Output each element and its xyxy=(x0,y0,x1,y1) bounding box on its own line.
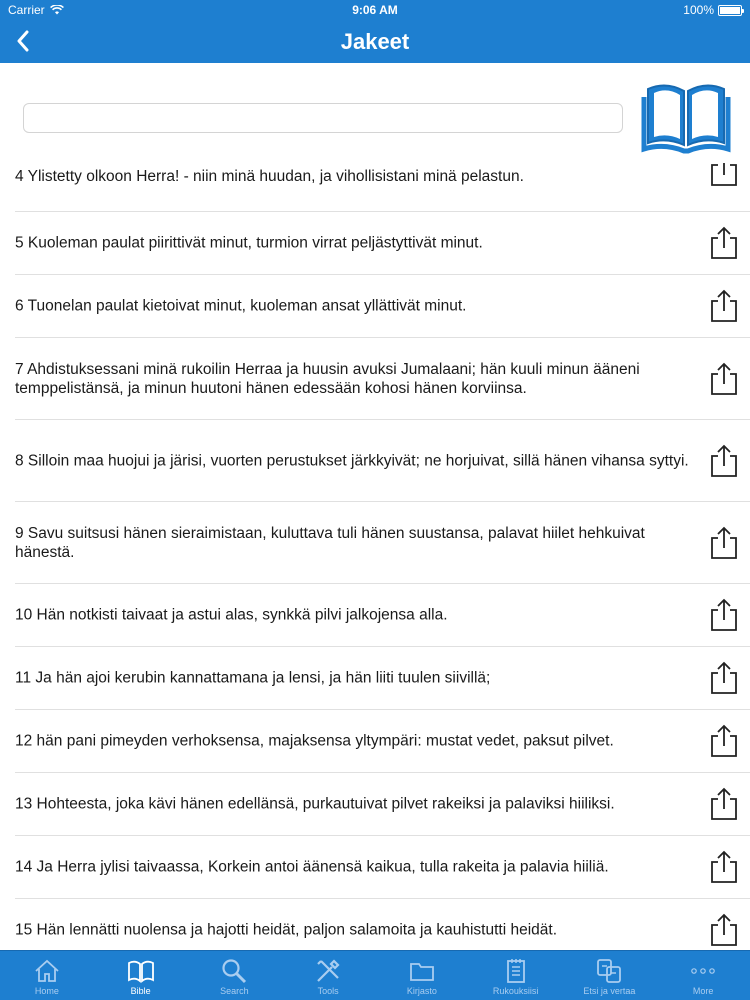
verse-row xyxy=(15,836,750,899)
tab-bar xyxy=(0,950,750,1000)
tab-more[interactable] xyxy=(656,951,750,1000)
home-icon xyxy=(33,958,61,984)
verse-text[interactable]: 8 Silloin maa huojui ja järisi, vuorten perustukset järkkyivät; ne horjuivat, sillä hänen vihansa syttyi. xyxy=(15,452,689,469)
share-button[interactable] xyxy=(709,226,739,260)
verse-row xyxy=(15,163,750,212)
verse-row xyxy=(15,899,750,950)
carrier-label: Carrier xyxy=(8,3,45,17)
battery-fill xyxy=(720,7,740,14)
tab-label: Home xyxy=(34,986,59,996)
share-button[interactable] xyxy=(709,444,739,478)
share-button[interactable] xyxy=(709,163,739,187)
book-icon xyxy=(127,958,155,984)
tab-bible[interactable] xyxy=(94,951,188,1000)
back-button[interactable] xyxy=(8,26,38,56)
share-icon xyxy=(709,661,739,695)
tab-etsi-ja-vertaa[interactable] xyxy=(563,951,657,1000)
status-left xyxy=(8,3,64,17)
share-icon xyxy=(709,598,739,632)
chevron-left-icon xyxy=(16,30,30,52)
verse-row xyxy=(15,647,750,710)
verse-row xyxy=(15,710,750,773)
tab-label: Bible xyxy=(130,986,151,996)
verse-text[interactable]: 4 Ylistetty olkoon Herra! - niin minä huudan, ja vihollisistani minä pelastun. xyxy=(15,168,524,185)
compare-icon xyxy=(595,958,623,984)
folder-icon xyxy=(408,958,436,984)
verse-text[interactable]: 7 Ahdistuksessani minä rukoilin Herraa ja huusin avuksi Jumalaani; hän kuuli minun ääneni temppelistänsä, ja minun huutoni hänen edessään kohosi hänen korviinsa. xyxy=(15,360,640,397)
verse-row xyxy=(15,212,750,275)
tab-search[interactable] xyxy=(188,951,282,1000)
share-icon xyxy=(709,724,739,758)
share-icon xyxy=(709,444,739,478)
battery-icon xyxy=(718,5,742,16)
status-time: 9:06 AM xyxy=(352,3,398,17)
verse-text[interactable]: 10 Hän notkisti taivaat ja astui alas, synkkä pilvi jalkojensa alla. xyxy=(15,606,448,624)
tab-home[interactable] xyxy=(0,951,94,1000)
tab-label: Tools xyxy=(317,986,339,996)
share-button[interactable] xyxy=(709,913,739,947)
verse-text[interactable]: 5 Kuoleman paulat piirittivät minut, turmion virrat peljästyttivät minut. xyxy=(15,234,483,252)
share-button[interactable] xyxy=(709,526,739,560)
verse-text[interactable]: 9 Savu suitsusi hänen sieraimistaan, kuluttava tuli hänen suustansa, palavat hiilet hehkuivat hänestä. xyxy=(15,524,645,561)
open-book-button[interactable] xyxy=(640,79,732,155)
verse-text[interactable]: 13 Hohteesta, joka kävi hänen edellänsä, purkautuivat pilvet rakeiksi ja palaviksi hiiliksi. xyxy=(15,795,615,813)
share-button[interactable] xyxy=(709,661,739,695)
verse-text[interactable]: 14 Ja Herra jylisi taivaassa, Korkein antoi äänensä kaikua, tulla rakeita ja palavia hiiliä. xyxy=(15,858,609,876)
verse-row xyxy=(15,275,750,338)
verse-text[interactable]: 6 Tuonelan paulat kietoivat minut, kuoleman ansat yllättivät minut. xyxy=(15,297,467,315)
share-button[interactable] xyxy=(709,289,739,323)
tab-rukouksiisi[interactable] xyxy=(469,951,563,1000)
verse-text[interactable]: 15 Hän lennätti nuolensa ja hajotti heidät, paljon salamoita ja kauhistutti heidät. xyxy=(15,921,558,939)
search-area xyxy=(0,63,750,163)
open-book-icon xyxy=(640,79,732,155)
share-button[interactable] xyxy=(709,787,739,821)
share-button[interactable] xyxy=(709,362,739,396)
tab-label: Search xyxy=(220,986,249,996)
page-title: Jakeet xyxy=(340,28,410,54)
search-icon xyxy=(220,958,248,984)
tab-tools[interactable] xyxy=(281,951,375,1000)
verse-row xyxy=(15,420,750,502)
tab-label: More xyxy=(692,986,714,996)
nav-bar xyxy=(0,20,750,63)
share-icon xyxy=(709,163,739,187)
verse-row xyxy=(15,338,750,420)
status-bar xyxy=(0,0,750,20)
share-icon xyxy=(709,850,739,884)
share-icon xyxy=(709,226,739,260)
verse-text[interactable]: 12 hän pani pimeyden verhoksensa, majaksensa yltympäri: mustat vedet, paksut pilvet. xyxy=(15,732,614,750)
verse-list xyxy=(0,163,750,950)
battery-percent: 100% xyxy=(683,3,714,17)
tools-icon xyxy=(314,958,342,984)
wifi-icon xyxy=(50,5,64,15)
share-icon xyxy=(709,362,739,396)
verse-text[interactable]: 11 Ja hän ajoi kerubin kannattamana ja lensi, ja hän liiti tuulen siivillä; xyxy=(15,669,491,687)
share-button[interactable] xyxy=(709,850,739,884)
status-right xyxy=(683,3,742,17)
verse-row xyxy=(15,773,750,836)
search-input[interactable] xyxy=(23,103,623,133)
share-button[interactable] xyxy=(709,724,739,758)
tab-kirjasto[interactable] xyxy=(375,951,469,1000)
share-button[interactable] xyxy=(709,598,739,632)
share-icon xyxy=(709,787,739,821)
tab-label: Rukouksiisi xyxy=(492,986,539,996)
more-icon xyxy=(689,958,717,984)
verse-row xyxy=(15,584,750,647)
tab-label: Etsi ja vertaa xyxy=(583,986,636,996)
share-icon xyxy=(709,289,739,323)
verse-row xyxy=(15,502,750,584)
share-icon xyxy=(709,526,739,560)
tab-label: Kirjasto xyxy=(406,986,437,996)
notepad-icon xyxy=(502,958,530,984)
share-icon xyxy=(709,913,739,947)
